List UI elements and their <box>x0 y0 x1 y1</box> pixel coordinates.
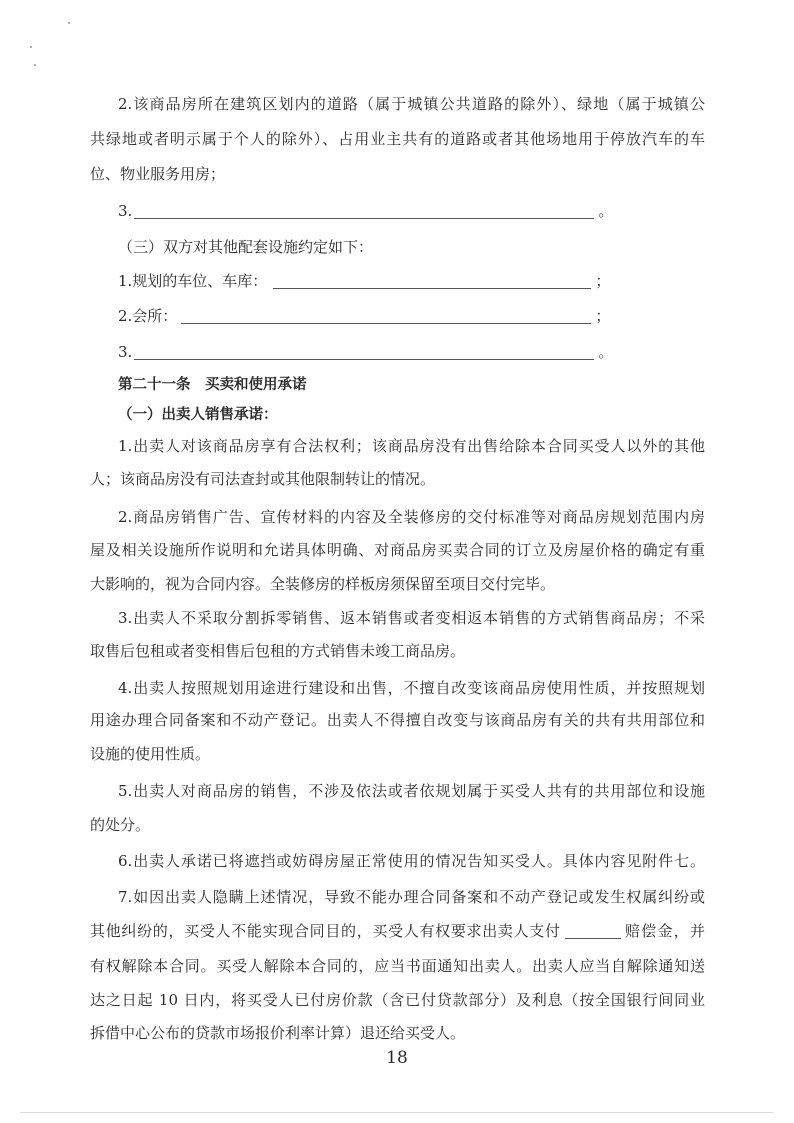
item-label: 1.规划的车位、车库： <box>118 272 268 290</box>
text-line: 共绿地或者明示属于个人的除外）、占用业主共有的道路或者其他场地用于停放汽车的车 <box>90 130 705 148</box>
text-line: 3.出卖人不采取分割拆零销售、返本销售或者变相返本销售的方式销售商品房；不采 <box>118 609 705 627</box>
fill-in-blank[interactable] <box>273 273 591 289</box>
text-line: 屋及相关设施所作说明和允诺具体明确、对商品房买卖合同的订立及房屋价格的确定有重 <box>90 541 705 559</box>
text-line: 7.如因出卖人隐瞒上述情况，导致不能办理合同备案和不动产登记或发生权属纠纷或 <box>118 888 705 906</box>
text-line: 的处分。 <box>90 816 151 834</box>
article-heading: 第二十一条 买卖和使用承诺 <box>118 377 307 393</box>
punctuation: 。 <box>598 202 614 220</box>
text-line: 大影响的，视为合同内容。全装修房的样板房须保留至项目交付完毕。 <box>90 575 556 593</box>
text-line: 4.出卖人按照规划用途进行建设和出售，不擅自改变该商品房使用性质，并按照规划 <box>118 679 705 697</box>
text-line: 2.商品房销售广告、宣传材料的内容及全装修房的交付标准等对商品房规划范围内房 <box>118 508 705 526</box>
scan-speck <box>30 46 32 48</box>
punctuation: ； <box>595 272 611 290</box>
punctuation: ； <box>595 307 611 325</box>
fill-in-blank[interactable] <box>134 203 594 219</box>
text-segment: 赔偿金，并 <box>625 922 705 940</box>
page-number: 18 <box>386 1048 408 1068</box>
text-line: 2.该商品房所在建筑区划内的道路（属于城镇公共道路的除外）、绿地（属于城镇公 <box>118 95 705 113</box>
subsection-heading: （一）出卖人销售承诺： <box>118 407 278 423</box>
text-line: 用途办理合同备案和不动产登记。出卖人不得擅自改变与该商品房有关的共有共用部位和 <box>90 711 705 729</box>
text-line: 设施的使用性质。 <box>90 745 211 763</box>
blank-item-3b <box>118 341 705 363</box>
item-number: 3. <box>118 202 133 220</box>
item-label: 2.会所： <box>118 307 178 325</box>
blank-item-parking <box>118 270 705 292</box>
text-line: 位、物业服务用房； <box>90 165 226 183</box>
fill-in-blank[interactable] <box>181 308 591 324</box>
section-heading: （三）双方对其他配套设施约定如下： <box>118 238 374 256</box>
scan-speck <box>34 64 36 66</box>
page-bottom-rule <box>20 1112 774 1113</box>
text-line-with-blank <box>90 920 705 942</box>
punctuation: 。 <box>598 343 614 361</box>
text-segment: 其他纠纷的，买受人不能实现合同目的，买受人有权要求出卖人支付 <box>90 922 560 940</box>
blank-item-3 <box>118 200 705 222</box>
text-line: 取售后包租或者变相售后包租的方式销售未竣工商品房。 <box>90 642 466 660</box>
text-line: 有权解除本合同。买受人解除本合同的，应当书面通知出卖人。出卖人应当自解除通知送 <box>90 957 705 975</box>
blank-item-clubhouse <box>118 305 705 327</box>
text-line: 拆借中心公布的贷款市场报价利率计算）退还给买受人。 <box>90 1024 466 1042</box>
text-line: 5.出卖人对商品房的销售，不涉及依法或者依规划属于买受人共有的共用部位和设施 <box>118 782 705 800</box>
text-line: 1.出卖人对该商品房享有合法权利；该商品房没有出售给除本合同买受人以外的其他 <box>118 437 705 455</box>
item-number: 3. <box>118 343 133 361</box>
text-line: 6.出卖人承诺已将遮挡或妨碍房屋正常使用的情况告知买受人。具体内容见附件七。 <box>118 852 705 870</box>
text-line: 达之日起 10 日内，将买受人已付房价款（含已付贷款部分）及利息（按全国银行间同业 <box>90 991 705 1009</box>
compensation-blank[interactable] <box>565 923 621 939</box>
scan-speck <box>68 22 70 24</box>
fill-in-blank[interactable] <box>134 344 594 360</box>
text-line: 人；该商品房没有司法查封或其他限制转让的情况。 <box>90 470 436 488</box>
